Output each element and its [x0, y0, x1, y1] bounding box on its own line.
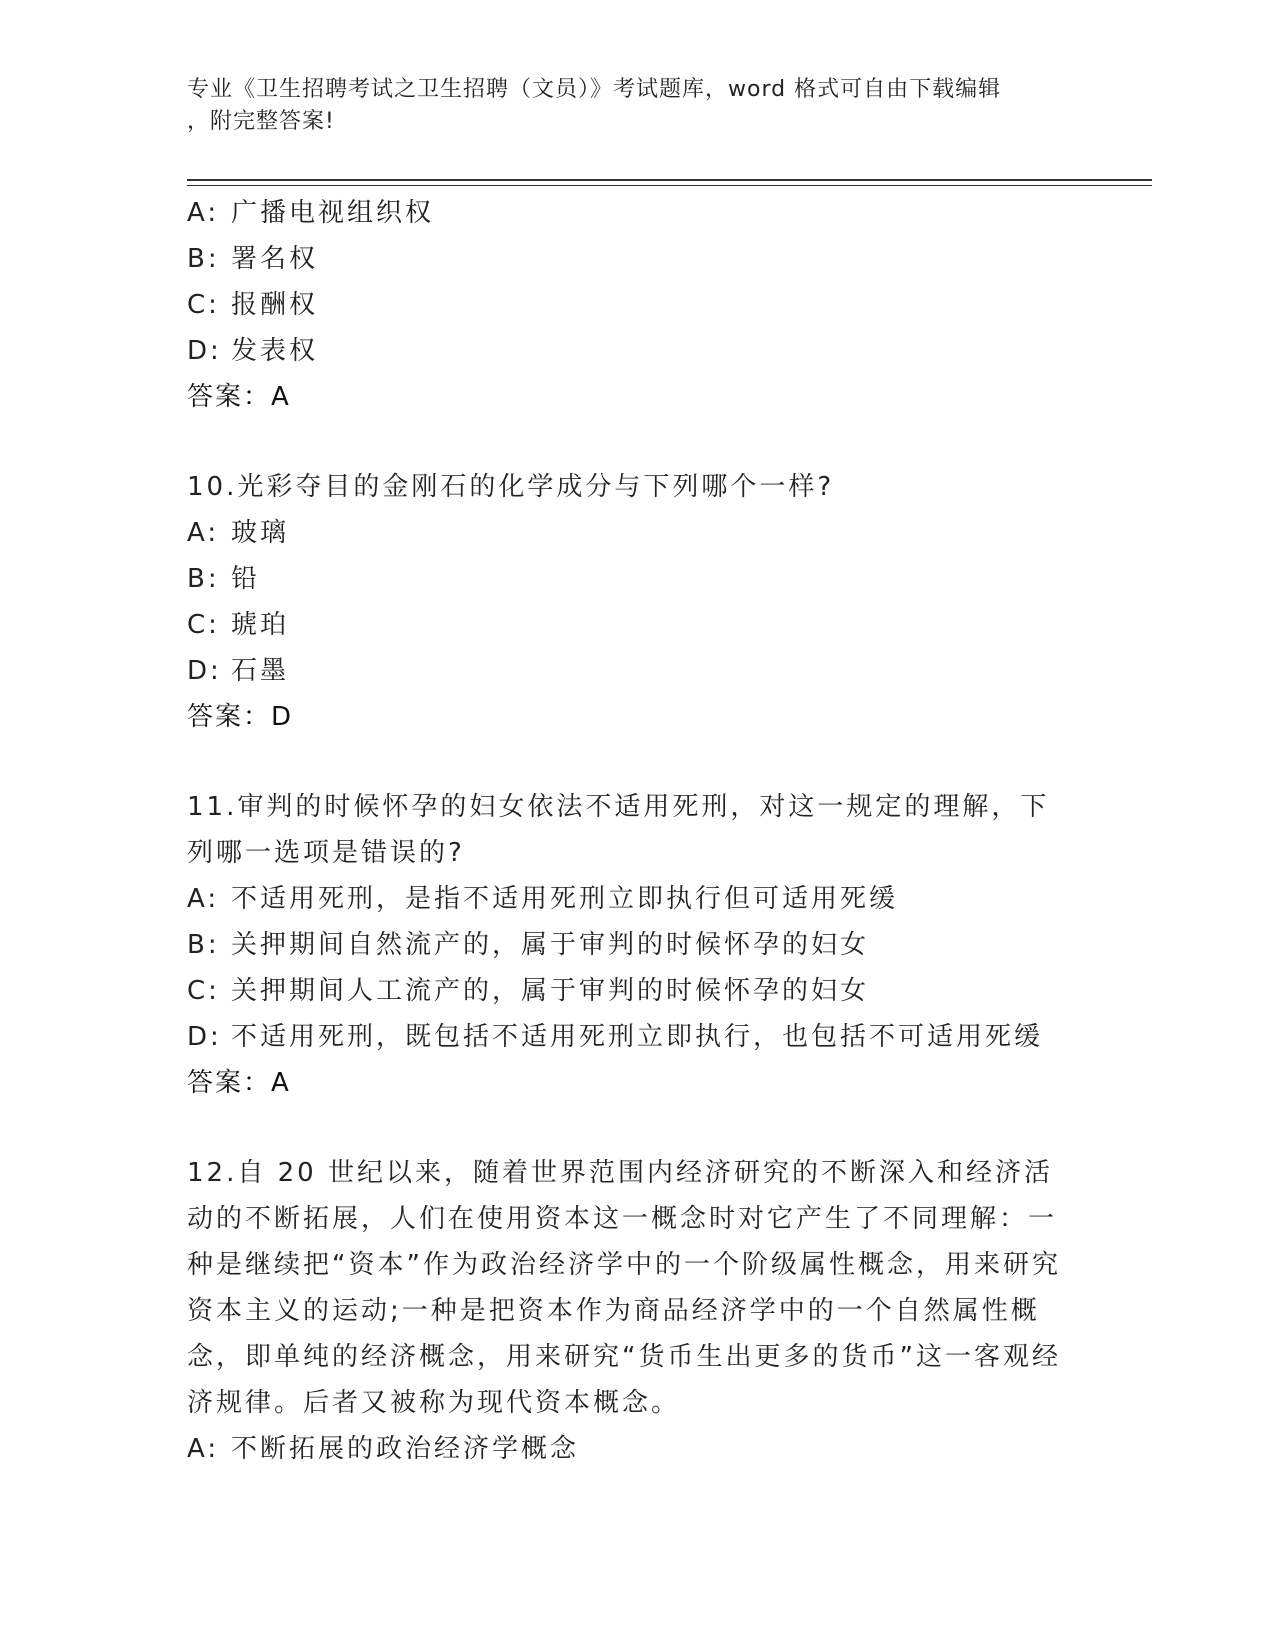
option-d: [187, 328, 1067, 374]
header-divider-thin: [187, 185, 1152, 186]
option-letter: B:: [187, 244, 220, 274]
spacer: [187, 420, 1067, 464]
page-header: [187, 74, 1067, 138]
option-letter: C:: [187, 976, 220, 1006]
option-letter: A:: [187, 198, 220, 228]
answer-line: 答案：D: [187, 702, 294, 732]
option-letter: A:: [187, 884, 220, 914]
option-d: [187, 648, 1067, 694]
option-letter: D:: [187, 656, 222, 686]
option-letter: B:: [187, 564, 220, 594]
option-text: 铅: [231, 564, 261, 594]
option-letter: C:: [187, 610, 220, 640]
option-text: 关押期间人工流产的，属于审判的时候怀孕的妇女: [231, 976, 870, 1006]
option-a: [187, 1426, 1067, 1472]
option-a: [187, 190, 1067, 236]
option-text: 署名权: [231, 244, 319, 274]
question-12: [187, 1150, 1067, 1472]
option-a: [187, 510, 1067, 556]
option-text: 石墨: [231, 656, 290, 686]
option-text: 琥珀: [231, 610, 290, 640]
question-stem: 12.自 20 世纪以来，随着世界范围内经济研究的不断深入和经济活动的不断拓展，人们在使用资本这一概念时对它产生了不同理解：一种是继续把“资本”作为政治经济学中的一个阶级属性概念，用来研究资本主义的运动;一种是把资本作为商品经济学中的一个自然属性概念，即单纯的经济概念，用来研究“货币生出更多的货币”这一客观经济规律。后者又被称为现代资本概念。: [187, 1158, 1061, 1418]
option-letter: A:: [187, 1434, 220, 1464]
answer-line: 答案：A: [187, 1068, 291, 1098]
header-line-2: ，附完整答案!: [187, 109, 335, 134]
option-d: [187, 1014, 1067, 1060]
option-b: [187, 556, 1067, 602]
question-9: [187, 190, 1067, 420]
option-letter: B:: [187, 930, 220, 960]
option-text: 不断拓展的政治经济学概念: [231, 1434, 580, 1464]
question-list: [187, 190, 1067, 1472]
option-text: 不适用死刑，既包括不适用死刑立即执行，也包括不可适用死缓: [231, 1022, 1044, 1052]
option-text: 不适用死刑，是指不适用死刑立即执行但可适用死缓: [231, 884, 899, 914]
spacer: [187, 1106, 1067, 1150]
option-letter: C:: [187, 290, 220, 320]
question-stem: 11.审判的时候怀孕的妇女依法不适用死刑，对这一规定的理解，下列哪一选项是错误的?: [187, 792, 1050, 868]
question-10: [187, 464, 1067, 740]
answer-line: 答案：A: [187, 382, 291, 412]
option-text: 广播电视组织权: [231, 198, 435, 228]
option-text: 发表权: [231, 336, 319, 366]
option-letter: A:: [187, 518, 220, 548]
option-letter: D:: [187, 1022, 222, 1052]
option-b: [187, 922, 1067, 968]
option-text: 报酬权: [231, 290, 319, 320]
option-a: [187, 876, 1067, 922]
option-text: 关押期间自然流产的，属于审判的时候怀孕的妇女: [231, 930, 870, 960]
option-c: [187, 282, 1067, 328]
option-c: [187, 968, 1067, 1014]
option-c: [187, 602, 1067, 648]
option-text: 玻璃: [231, 518, 290, 548]
option-b: [187, 236, 1067, 282]
question-stem: 10.光彩夺目的金刚石的化学成分与下列哪个一样?: [187, 472, 835, 502]
spacer: [187, 740, 1067, 784]
option-letter: D:: [187, 336, 222, 366]
header-divider-thick: [187, 179, 1152, 181]
question-11: [187, 784, 1067, 1106]
header-line-1: 专业《卫生招聘考试之卫生招聘（文员）》考试题库，word 格式可自由下载编辑: [187, 77, 1002, 102]
